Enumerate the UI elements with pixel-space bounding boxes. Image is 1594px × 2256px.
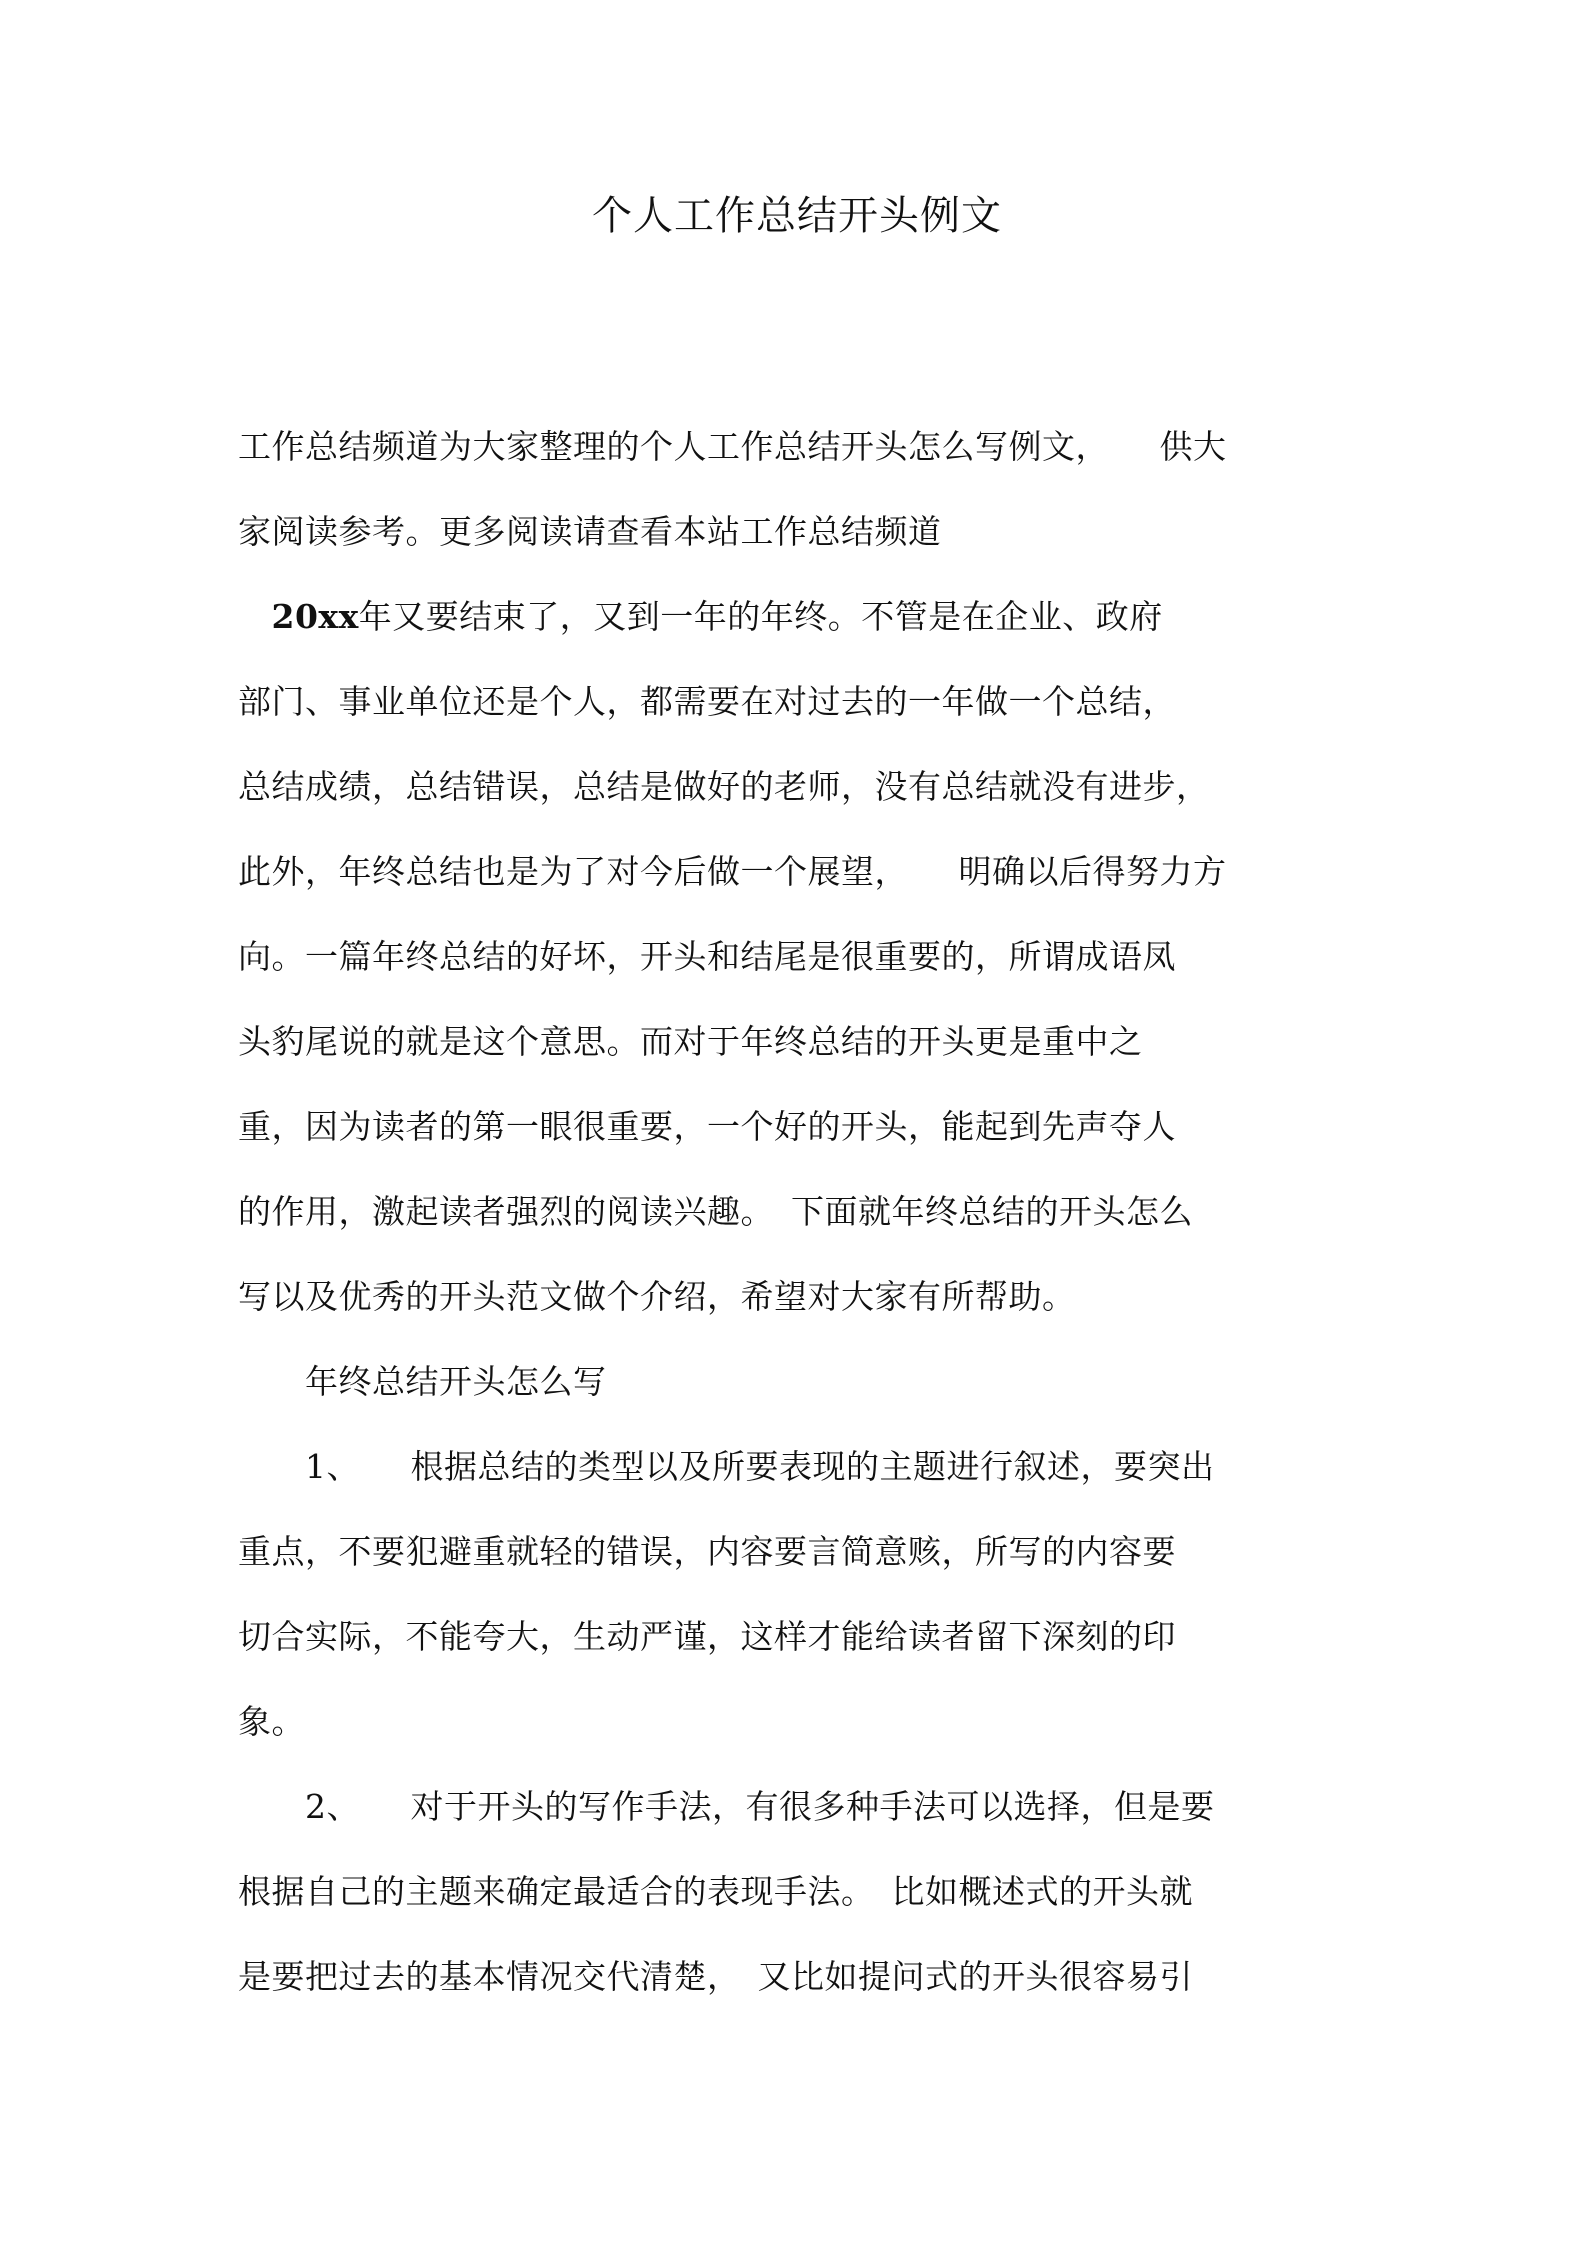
text-line: 20xx年又要结束了，又到一年的年终。不管是在企业、政府 bbox=[271, 597, 1163, 636]
text-line: 家阅读参考。更多阅读请查看本站工作总结频道 bbox=[238, 512, 942, 551]
text-line: 重，因为读者的第一眼很重要，一个好的开头，能起到先声夺人 bbox=[238, 1107, 1176, 1146]
text-line: 重点，不要犯避重就轻的错误，内容要言简意赅，所写的内容要 bbox=[238, 1532, 1176, 1571]
text-line: 工作总结频道为大家整理的个人工作总结开头怎么写例文， 供大 bbox=[238, 427, 1227, 466]
page-title: 个人工作总结开头例文 bbox=[592, 193, 1002, 239]
text-line: 切合实际，不能夸大，生动严谨，这样才能给读者留下深刻的印 bbox=[238, 1617, 1176, 1656]
text-line: 象。 bbox=[238, 1702, 305, 1741]
text-line: 总结成绩，总结错误，总结是做好的老师，没有总结就没有进步， bbox=[238, 767, 1210, 806]
text-line: 向。一篇年终总结的好坏，开头和结尾是很重要的，所谓成语凤 bbox=[238, 937, 1176, 976]
text-line: 1、 根据总结的类型以及所要表现的主题进行叙述，要突出 bbox=[238, 1447, 1215, 1486]
text-line: 的作用，激起读者强烈的阅读兴趣。 下面就年终总结的开头怎么 bbox=[238, 1192, 1193, 1231]
text-line: 部门、事业单位还是个人，都需要在对过去的一年做一个总结， bbox=[238, 682, 1176, 721]
emphasised-text: 20xx bbox=[271, 597, 359, 636]
text-line: 是要把过去的基本情况交代清楚， 又比如提问式的开头很容易引 bbox=[238, 1957, 1193, 1996]
text-line: 根据自己的主题来确定最适合的表现手法。 比如概述式的开头就 bbox=[238, 1872, 1193, 1911]
text-line: 此外，年终总结也是为了对今后做一个展望， 明确以后得努力方 bbox=[238, 852, 1227, 891]
text-line: 2、 对于开头的写作手法，有很多种手法可以选择，但是要 bbox=[238, 1787, 1215, 1826]
text-line: 年终总结开头怎么写 bbox=[238, 1362, 607, 1401]
text-line: 头豹尾说的就是这个意思。而对于年终总结的开头更是重中之 bbox=[238, 1022, 1143, 1061]
document-body bbox=[238, 404, 1368, 2019]
text-line: 写以及优秀的开头范文做个介绍，希望对大家有所帮助。 bbox=[238, 1277, 1076, 1316]
